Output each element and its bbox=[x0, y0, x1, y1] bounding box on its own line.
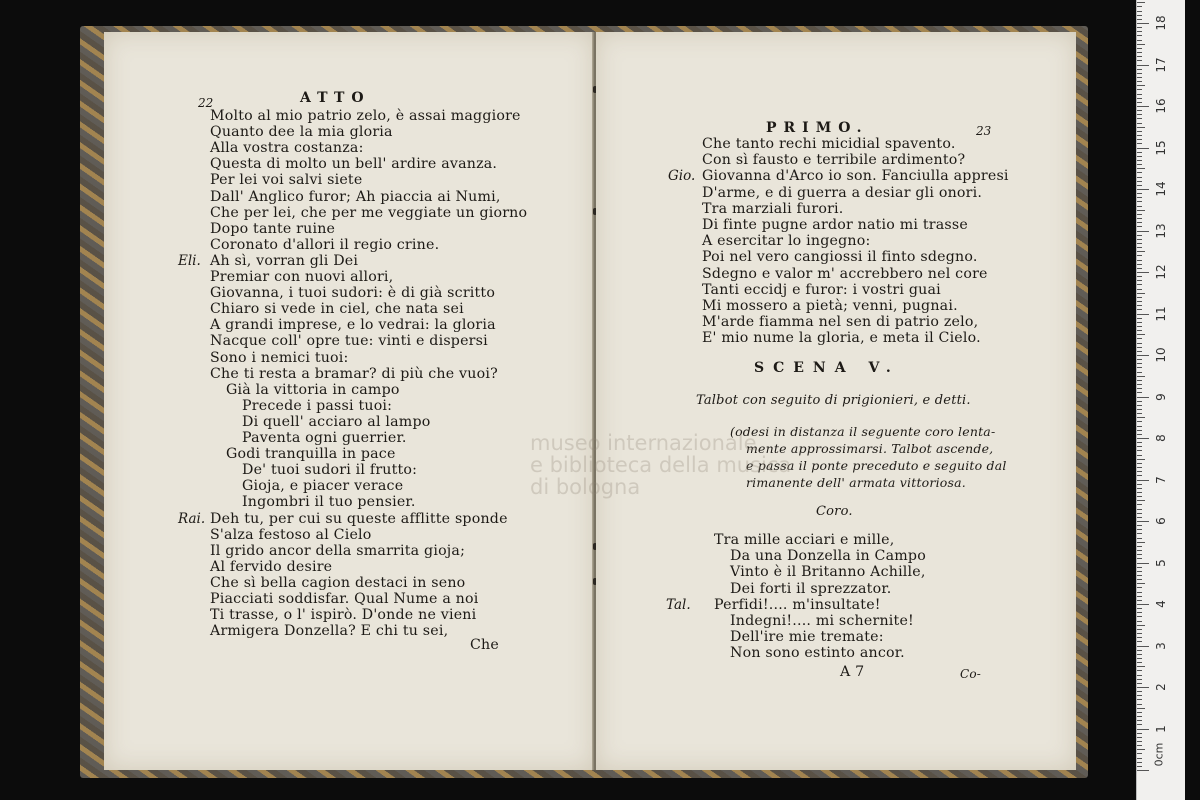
verse-line: Giovanna d'Arco io son. Fanciulla appresi bbox=[702, 168, 1009, 185]
ruler-tick bbox=[1137, 592, 1142, 593]
ruler-tick bbox=[1137, 6, 1142, 7]
stage-direction-line: rimanente dell' armata vittoriosa. bbox=[746, 475, 966, 490]
ruler-tick bbox=[1137, 284, 1142, 285]
ruler-tick bbox=[1137, 691, 1142, 692]
ruler-tick bbox=[1137, 293, 1145, 294]
ruler-tick bbox=[1137, 421, 1142, 422]
ruler-tick bbox=[1137, 384, 1142, 385]
ruler-number: 12 bbox=[1154, 264, 1168, 280]
ruler-tick bbox=[1137, 608, 1142, 609]
verse-line: Ingombri il tuo pensier. bbox=[242, 494, 416, 511]
ruler-number: 6 bbox=[1154, 517, 1168, 525]
ruler-tick bbox=[1137, 89, 1142, 90]
verse-line: Precede i passi tuoi: bbox=[242, 397, 393, 414]
verse-line: Tanti eccidj e furor: i vostri guai bbox=[702, 281, 941, 298]
ruler-tick bbox=[1137, 733, 1142, 734]
ruler-tick bbox=[1137, 646, 1149, 647]
verse-line: Di quell' acciaro al lampo bbox=[242, 413, 431, 430]
scene-cast: Talbot con seguito di prigionieri, e detti. bbox=[696, 393, 971, 408]
ruler-tick bbox=[1137, 459, 1145, 460]
stage-direction-line: (odesi in distanza il seguente coro lenta- bbox=[730, 424, 996, 439]
ruler-tick bbox=[1137, 563, 1149, 564]
verse-line: Deh tu, per cui su queste afflitte sponde bbox=[210, 510, 508, 527]
ruler-tick bbox=[1137, 305, 1142, 306]
ruler-tick bbox=[1137, 500, 1145, 501]
ruler-tick bbox=[1137, 44, 1145, 45]
ruler-tick bbox=[1137, 426, 1142, 427]
ruler-tick bbox=[1137, 401, 1142, 402]
ruler-number: 3 bbox=[1154, 641, 1168, 650]
ruler-tick bbox=[1137, 73, 1142, 74]
ruler-tick bbox=[1137, 770, 1149, 771]
ruler-tick bbox=[1137, 695, 1142, 696]
ruler-tick bbox=[1137, 496, 1142, 497]
speaker-label: Eli. bbox=[178, 252, 201, 269]
ruler-number: 11 bbox=[1154, 305, 1168, 322]
ruler-tick bbox=[1137, 679, 1142, 680]
ruler-tick bbox=[1137, 546, 1142, 547]
verse-line: Già la vittoria in campo bbox=[226, 381, 400, 398]
ruler-tick bbox=[1137, 587, 1142, 588]
verse-line: Da una Donzella in Campo bbox=[730, 548, 926, 565]
ruler-tick bbox=[1137, 492, 1142, 493]
ruler-tick bbox=[1137, 106, 1149, 107]
ruler-tick bbox=[1137, 343, 1142, 344]
ruler-tick bbox=[1137, 27, 1142, 28]
verse-line: Questa di molto un bell' ardire avanza. bbox=[210, 156, 498, 173]
ruler-tick bbox=[1137, 143, 1142, 144]
ruler-tick bbox=[1137, 359, 1142, 360]
ruler-tick bbox=[1137, 583, 1145, 584]
ruler-tick bbox=[1137, 110, 1142, 111]
verse-line: Premiar con nuovi allori, bbox=[210, 269, 394, 285]
ruler-tick bbox=[1137, 604, 1149, 605]
ruler-tick bbox=[1137, 446, 1142, 447]
ruler-tick bbox=[1137, 189, 1149, 190]
printer-signature: A 7 bbox=[840, 664, 865, 680]
ruler-tick bbox=[1137, 753, 1142, 754]
ruler-tick bbox=[1137, 77, 1142, 78]
watermark-line: e biblioteca della musica bbox=[530, 453, 792, 477]
verse-line: Perfidi!.... m'insultate! bbox=[714, 596, 881, 613]
ruler-tick bbox=[1137, 355, 1149, 356]
ruler-number: 14 bbox=[1154, 181, 1168, 197]
ruler-tick bbox=[1137, 729, 1149, 730]
ruler-tick bbox=[1137, 60, 1142, 61]
library-watermark bbox=[530, 432, 791, 498]
speaker-label: Tal. bbox=[666, 596, 691, 613]
ruler-tick bbox=[1137, 156, 1142, 157]
ruler-tick bbox=[1137, 434, 1142, 435]
ruler-tick bbox=[1137, 251, 1145, 252]
ruler-tick bbox=[1137, 538, 1142, 539]
ruler-tick bbox=[1137, 210, 1145, 211]
ruler-tick bbox=[1137, 650, 1142, 651]
ruler-tick bbox=[1137, 206, 1142, 207]
verse-line: M'arde fiamma nel sen di patrio zelo, bbox=[702, 314, 979, 331]
ruler-tick bbox=[1137, 218, 1142, 219]
ruler-tick bbox=[1137, 102, 1142, 103]
ruler-tick bbox=[1137, 579, 1142, 580]
ruler-tick bbox=[1137, 413, 1142, 414]
ruler-number: 10 bbox=[1154, 347, 1168, 363]
ruler-tick bbox=[1137, 239, 1142, 240]
verse-line: Coronato d'allori il regio crine. bbox=[210, 236, 440, 253]
ruler-tick bbox=[1137, 98, 1142, 99]
ruler-tick bbox=[1137, 314, 1149, 315]
ruler-tick bbox=[1137, 172, 1142, 173]
verse-line: A grandi imprese, e lo vedrai: la gloria bbox=[210, 317, 496, 334]
ruler-tick bbox=[1137, 720, 1142, 721]
ruler-tick bbox=[1137, 243, 1142, 244]
ruler-tick bbox=[1137, 654, 1142, 655]
ruler-tick bbox=[1137, 181, 1142, 182]
ruler-tick bbox=[1137, 272, 1149, 273]
ruler-tick bbox=[1137, 558, 1142, 559]
verse-line: Che ti resta a bramar? di più che vuoi? bbox=[210, 365, 498, 382]
verse-line: Non sono estinto ancor. bbox=[730, 645, 905, 662]
ruler-tick bbox=[1137, 675, 1142, 676]
ruler-tick bbox=[1137, 123, 1142, 124]
ruler-tick bbox=[1137, 247, 1142, 248]
ruler-tick bbox=[1137, 23, 1149, 24]
ruler-tick bbox=[1137, 708, 1145, 709]
verse-line: Chiaro si vede in ciel, che nata sei bbox=[210, 301, 464, 318]
ruler-number: 1 bbox=[1154, 724, 1168, 733]
verse-line: Giovanna, i tuoi sudori: è di già scritto bbox=[210, 285, 496, 302]
verse-line: Sono i nemici tuoi: bbox=[210, 349, 349, 366]
ruler-tick bbox=[1137, 430, 1142, 431]
ruler-tick bbox=[1137, 542, 1145, 543]
ruler-tick bbox=[1137, 15, 1142, 16]
ruler-tick bbox=[1137, 118, 1142, 119]
ruler-tick bbox=[1137, 193, 1142, 194]
ruler-tick bbox=[1137, 758, 1142, 759]
ruler-tick bbox=[1137, 600, 1142, 601]
measurement-ruler bbox=[1136, 0, 1185, 800]
ruler-tick bbox=[1137, 347, 1142, 348]
left-page-number: 22 bbox=[198, 96, 214, 110]
ruler-tick bbox=[1137, 762, 1142, 763]
ruler-tick bbox=[1137, 633, 1142, 634]
ruler-tick bbox=[1137, 662, 1142, 663]
right-catchword: Co- bbox=[960, 667, 982, 681]
ruler-number: 7 bbox=[1154, 475, 1168, 484]
ruler-tick bbox=[1137, 48, 1142, 49]
verse-line: Dell'ire mie tremate: bbox=[730, 629, 884, 646]
ruler-number: 8 bbox=[1154, 434, 1168, 442]
ruler-tick bbox=[1137, 260, 1142, 261]
ruler-number: 16 bbox=[1154, 98, 1168, 114]
ruler-tick bbox=[1137, 517, 1142, 518]
verse-line: Quanto dee la mia gloria bbox=[210, 124, 393, 141]
speaker-label: Gio. bbox=[668, 168, 696, 185]
ruler-tick bbox=[1137, 222, 1142, 223]
verse-line: Piacciati soddisfar. Qual Nume a noi bbox=[210, 591, 479, 607]
scene-title: SCENA V. bbox=[754, 360, 900, 376]
ruler-tick bbox=[1137, 392, 1142, 393]
verse-line: Sdegno e valor m' accrebbero nel core bbox=[702, 265, 988, 282]
coro-label: Coro. bbox=[816, 504, 853, 519]
ruler-tick bbox=[1137, 745, 1142, 746]
ruler-tick bbox=[1137, 231, 1149, 232]
verse-line: Vinto è il Britanno Achille, bbox=[730, 564, 926, 581]
verse-line: Il grido ancor della smarrita gioja; bbox=[210, 542, 466, 559]
verse-line: Che sì bella cagion destaci in seno bbox=[210, 574, 466, 591]
ruler-tick bbox=[1137, 380, 1142, 381]
ruler-tick bbox=[1137, 550, 1142, 551]
ruler-tick bbox=[1137, 81, 1142, 82]
verse-line: Mi mossero a pietà; venni, pugnai. bbox=[702, 298, 958, 314]
ruler-tick bbox=[1137, 330, 1142, 331]
ruler-tick bbox=[1137, 409, 1142, 410]
verse-line: Godi tranquilla in pace bbox=[226, 446, 396, 463]
ruler-tick bbox=[1137, 417, 1145, 418]
ruler-tick bbox=[1137, 160, 1142, 161]
ruler-tick bbox=[1137, 554, 1142, 555]
ruler-number: 13 bbox=[1154, 222, 1168, 239]
ruler-tick bbox=[1137, 185, 1142, 186]
verse-line: Alla vostra costanza: bbox=[210, 140, 364, 157]
ruler-tick bbox=[1137, 521, 1149, 522]
verse-line: A esercitar lo ingegno: bbox=[702, 233, 871, 250]
ruler-tick bbox=[1137, 699, 1142, 700]
ruler-tick bbox=[1137, 226, 1142, 227]
right-page-header: PRIMO. bbox=[766, 120, 869, 136]
ruler-tick bbox=[1137, 724, 1142, 725]
ruler-tick bbox=[1137, 737, 1142, 738]
ruler-tick bbox=[1137, 616, 1142, 617]
ruler-tick bbox=[1137, 525, 1142, 526]
ruler-tick bbox=[1137, 637, 1142, 638]
ruler-number: 18 bbox=[1154, 15, 1168, 31]
ruler-tick bbox=[1137, 318, 1142, 319]
ruler-tick bbox=[1137, 438, 1149, 439]
ruler-tick bbox=[1137, 612, 1142, 613]
ruler-tick bbox=[1137, 670, 1142, 671]
ruler-tick bbox=[1137, 463, 1142, 464]
ruler-tick bbox=[1137, 471, 1142, 472]
ruler-tick bbox=[1137, 52, 1142, 53]
right-page-number: 23 bbox=[976, 124, 992, 138]
ruler-tick bbox=[1137, 629, 1142, 630]
ruler-unit: 0cm bbox=[1152, 742, 1166, 767]
verse-line: Che per lei, che per me veggiate un giorno bbox=[210, 204, 528, 221]
ruler-tick bbox=[1137, 280, 1142, 281]
verse-line: Indegni!.... mi schernite! bbox=[730, 613, 914, 629]
ruler-tick bbox=[1137, 297, 1142, 298]
ruler-number: 9 bbox=[1154, 392, 1168, 401]
verse-line: S'alza festoso al Cielo bbox=[210, 526, 372, 543]
ruler-tick bbox=[1137, 658, 1142, 659]
ruler-tick bbox=[1137, 85, 1145, 86]
ruler-tick bbox=[1137, 139, 1142, 140]
ruler-tick bbox=[1137, 475, 1142, 476]
ruler-tick bbox=[1137, 716, 1142, 717]
ruler-tick bbox=[1137, 326, 1142, 327]
ruler-tick bbox=[1137, 405, 1142, 406]
verse-line: Tra mille acciari e mille, bbox=[714, 532, 895, 548]
watermark-line: museo internazionale bbox=[530, 431, 757, 455]
ruler-tick bbox=[1137, 235, 1142, 236]
verse-line: Dei forti il sprezzator. bbox=[730, 580, 892, 597]
ruler-tick bbox=[1137, 641, 1142, 642]
ruler-tick bbox=[1137, 148, 1149, 149]
ruler-tick bbox=[1137, 94, 1142, 95]
left-page bbox=[104, 32, 594, 770]
ruler-tick bbox=[1137, 301, 1142, 302]
ruler-tick bbox=[1137, 177, 1142, 178]
ruler-tick bbox=[1137, 567, 1142, 568]
ruler-tick bbox=[1137, 255, 1142, 256]
ruler-tick bbox=[1137, 322, 1142, 323]
ruler-tick bbox=[1137, 442, 1142, 443]
ruler-tick bbox=[1137, 11, 1142, 12]
ruler-tick bbox=[1137, 334, 1145, 335]
verse-line: Ah sì, vorran gli Dei bbox=[210, 252, 359, 269]
ruler-tick bbox=[1137, 168, 1145, 169]
ruler-tick bbox=[1137, 197, 1142, 198]
verse-line: De' tuoi sudori il frutto: bbox=[242, 462, 418, 479]
ruler-tick bbox=[1137, 397, 1149, 398]
ruler-tick bbox=[1137, 135, 1142, 136]
ruler-tick bbox=[1137, 367, 1142, 368]
ruler-tick bbox=[1137, 504, 1142, 505]
ruler-tick bbox=[1137, 289, 1142, 290]
ruler-tick bbox=[1137, 65, 1149, 66]
ruler-tick bbox=[1137, 2, 1145, 3]
ruler-tick bbox=[1137, 363, 1142, 364]
ruler-tick bbox=[1137, 712, 1142, 713]
ruler-tick bbox=[1137, 388, 1142, 389]
ruler-tick bbox=[1137, 683, 1142, 684]
verse-line: Dall' Anglico furor; Ah piaccia ai Numi, bbox=[210, 188, 501, 205]
ruler-tick bbox=[1137, 164, 1142, 165]
ruler-tick bbox=[1137, 687, 1149, 688]
verse-line: Poi nel vero cangiossi il finto sdegno. bbox=[702, 249, 978, 266]
ruler-tick bbox=[1137, 127, 1145, 128]
stage-direction-line: mente approssimarsi. Talbot ascende, bbox=[746, 441, 994, 456]
ruler-tick bbox=[1137, 533, 1142, 534]
verse-line: Che tanto rechi micidial spavento. bbox=[702, 136, 956, 152]
ruler-tick bbox=[1137, 69, 1142, 70]
stage-direction-line: e passa il ponte preceduto e seguito dal bbox=[746, 458, 1007, 473]
ruler-tick bbox=[1137, 529, 1142, 530]
ruler-tick bbox=[1137, 596, 1142, 597]
ruler-tick bbox=[1137, 467, 1142, 468]
ruler-tick bbox=[1137, 372, 1142, 373]
ruler-tick bbox=[1137, 571, 1142, 572]
ruler-tick bbox=[1137, 40, 1142, 41]
ruler-tick bbox=[1137, 276, 1142, 277]
ruler-tick bbox=[1137, 704, 1142, 705]
ruler-tick bbox=[1137, 338, 1142, 339]
ruler-number: 2 bbox=[1154, 683, 1168, 691]
ruler-tick bbox=[1137, 19, 1142, 20]
ruler-tick bbox=[1137, 666, 1145, 667]
verse-line: D'arme, e di guerra a desiar gli onori. bbox=[702, 184, 983, 201]
ruler-number: 4 bbox=[1154, 600, 1168, 608]
ruler-tick bbox=[1137, 450, 1142, 451]
speaker-label: Rai. bbox=[178, 510, 206, 527]
ruler-tick bbox=[1137, 31, 1142, 32]
ruler-tick bbox=[1137, 513, 1142, 514]
verse-line: Dopo tante ruine bbox=[210, 220, 336, 237]
verse-line: Con sì fausto e terribile ardimento? bbox=[702, 152, 966, 169]
ruler-tick bbox=[1137, 264, 1142, 265]
verse-line: Gioja, e piacer verace bbox=[242, 478, 404, 495]
verse-line: Nacque coll' opre tue: vinti e dispersi bbox=[210, 333, 488, 350]
ruler-tick bbox=[1137, 309, 1142, 310]
ruler-tick bbox=[1137, 621, 1142, 622]
ruler-number: 15 bbox=[1154, 139, 1168, 156]
ruler-tick bbox=[1137, 480, 1149, 481]
verse-line: Tra marziali furori. bbox=[702, 200, 844, 217]
ruler-tick bbox=[1137, 455, 1142, 456]
verse-line: Per lei voi salvi siete bbox=[210, 172, 363, 189]
ruler-tick bbox=[1137, 509, 1142, 510]
verse-line: Molto al mio patrio zelo, è assai maggiore bbox=[210, 108, 521, 124]
ruler-tick bbox=[1137, 114, 1142, 115]
ruler-tick bbox=[1137, 131, 1142, 132]
ruler-number: 5 bbox=[1154, 558, 1168, 567]
left-page-header: ATTO bbox=[300, 90, 371, 106]
ruler-tick bbox=[1137, 575, 1142, 576]
ruler-tick bbox=[1137, 625, 1145, 626]
verse-line: Di finte pugne ardor natio mi trasse bbox=[702, 217, 968, 233]
ruler-tick bbox=[1137, 351, 1142, 352]
ruler-tick bbox=[1137, 488, 1142, 489]
ruler-tick bbox=[1137, 214, 1142, 215]
ruler-tick bbox=[1137, 35, 1142, 36]
verse-line: E' mio nume la gloria, e meta il Cielo. bbox=[702, 330, 981, 347]
ruler-number: 17 bbox=[1154, 56, 1168, 73]
verse-line: Armigera Donzella? E chi tu sei, bbox=[210, 623, 449, 640]
watermark-line: di bologna bbox=[530, 475, 641, 499]
ruler-tick bbox=[1137, 741, 1142, 742]
ruler-tick bbox=[1137, 201, 1142, 202]
verse-line: Ti trasse, o l' ispirò. D'onde ne vieni bbox=[210, 607, 477, 624]
ruler-tick bbox=[1137, 749, 1145, 750]
ruler-tick bbox=[1137, 152, 1142, 153]
ruler-tick bbox=[1137, 56, 1142, 57]
left-catchword: Che bbox=[470, 637, 499, 653]
ruler-tick bbox=[1137, 376, 1145, 377]
verse-line: Al fervido desire bbox=[210, 558, 333, 575]
right-page bbox=[596, 32, 1076, 770]
verse-line: Paventa ogni guerrier. bbox=[242, 430, 407, 446]
ruler-tick bbox=[1137, 484, 1142, 485]
ruler-tick bbox=[1137, 766, 1142, 767]
ruler-tick bbox=[1137, 268, 1142, 269]
